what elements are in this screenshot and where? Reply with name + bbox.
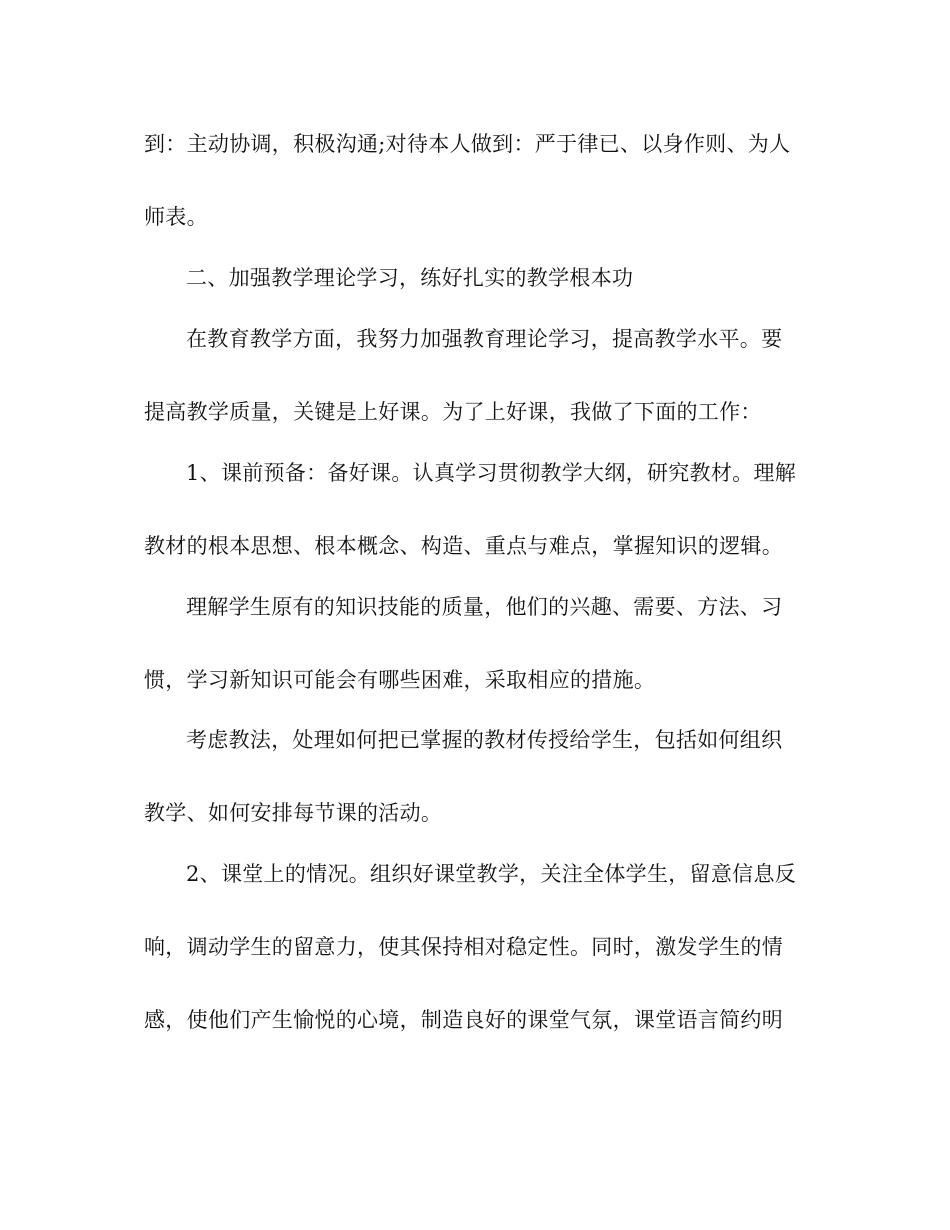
paragraph-line: 教学、如何安排每节课的活动。 <box>144 801 443 825</box>
paragraph-line: 提高教学质量，关键是上好课。为了上好课，我做了下面的工作： <box>144 400 762 424</box>
paragraph-line: 考虑教法，处理如何把已掌握的教材传授给学生，包括如何组织 <box>186 728 783 752</box>
paragraph-line: 响，调动学生的留意力，使其保持相对稳定性。同时，激发学生的情 <box>144 935 783 959</box>
paragraph-line: 感，使他们产生愉悦的心境，制造良好的课堂气氛，课堂语言简约明 <box>144 1008 783 1032</box>
paragraph-line: 在教育教学方面，我努力加强教育理论学习，提高教学水平。要 <box>186 327 783 351</box>
paragraph-line: 理解学生原有的知识技能的质量，他们的兴趣、需要、方法、习 <box>186 595 783 619</box>
paragraph-line: 到：主动协调，积极沟通;对待本人做到：严于律已、以身作则、为人 <box>144 132 791 156</box>
paragraph-line: 1、课前预备：备好课。认真学习贯彻教学大纲，研究教材。理解 <box>186 461 797 485</box>
paragraph-line: 惯，学习新知识可能会有哪些困难，采取相应的措施。 <box>144 668 656 692</box>
paragraph-line: 师表。 <box>144 205 208 229</box>
paragraph-line: 2、课堂上的情况。组织好课堂教学，关注全体学生，留意信息反 <box>186 862 797 886</box>
section-heading: 二、加强教学理论学习，练好扎实的教学根本功 <box>186 266 634 290</box>
paragraph-line: 教材的根本思想、根本概念、构造、重点与难点，掌握知识的逻辑。 <box>144 534 783 558</box>
